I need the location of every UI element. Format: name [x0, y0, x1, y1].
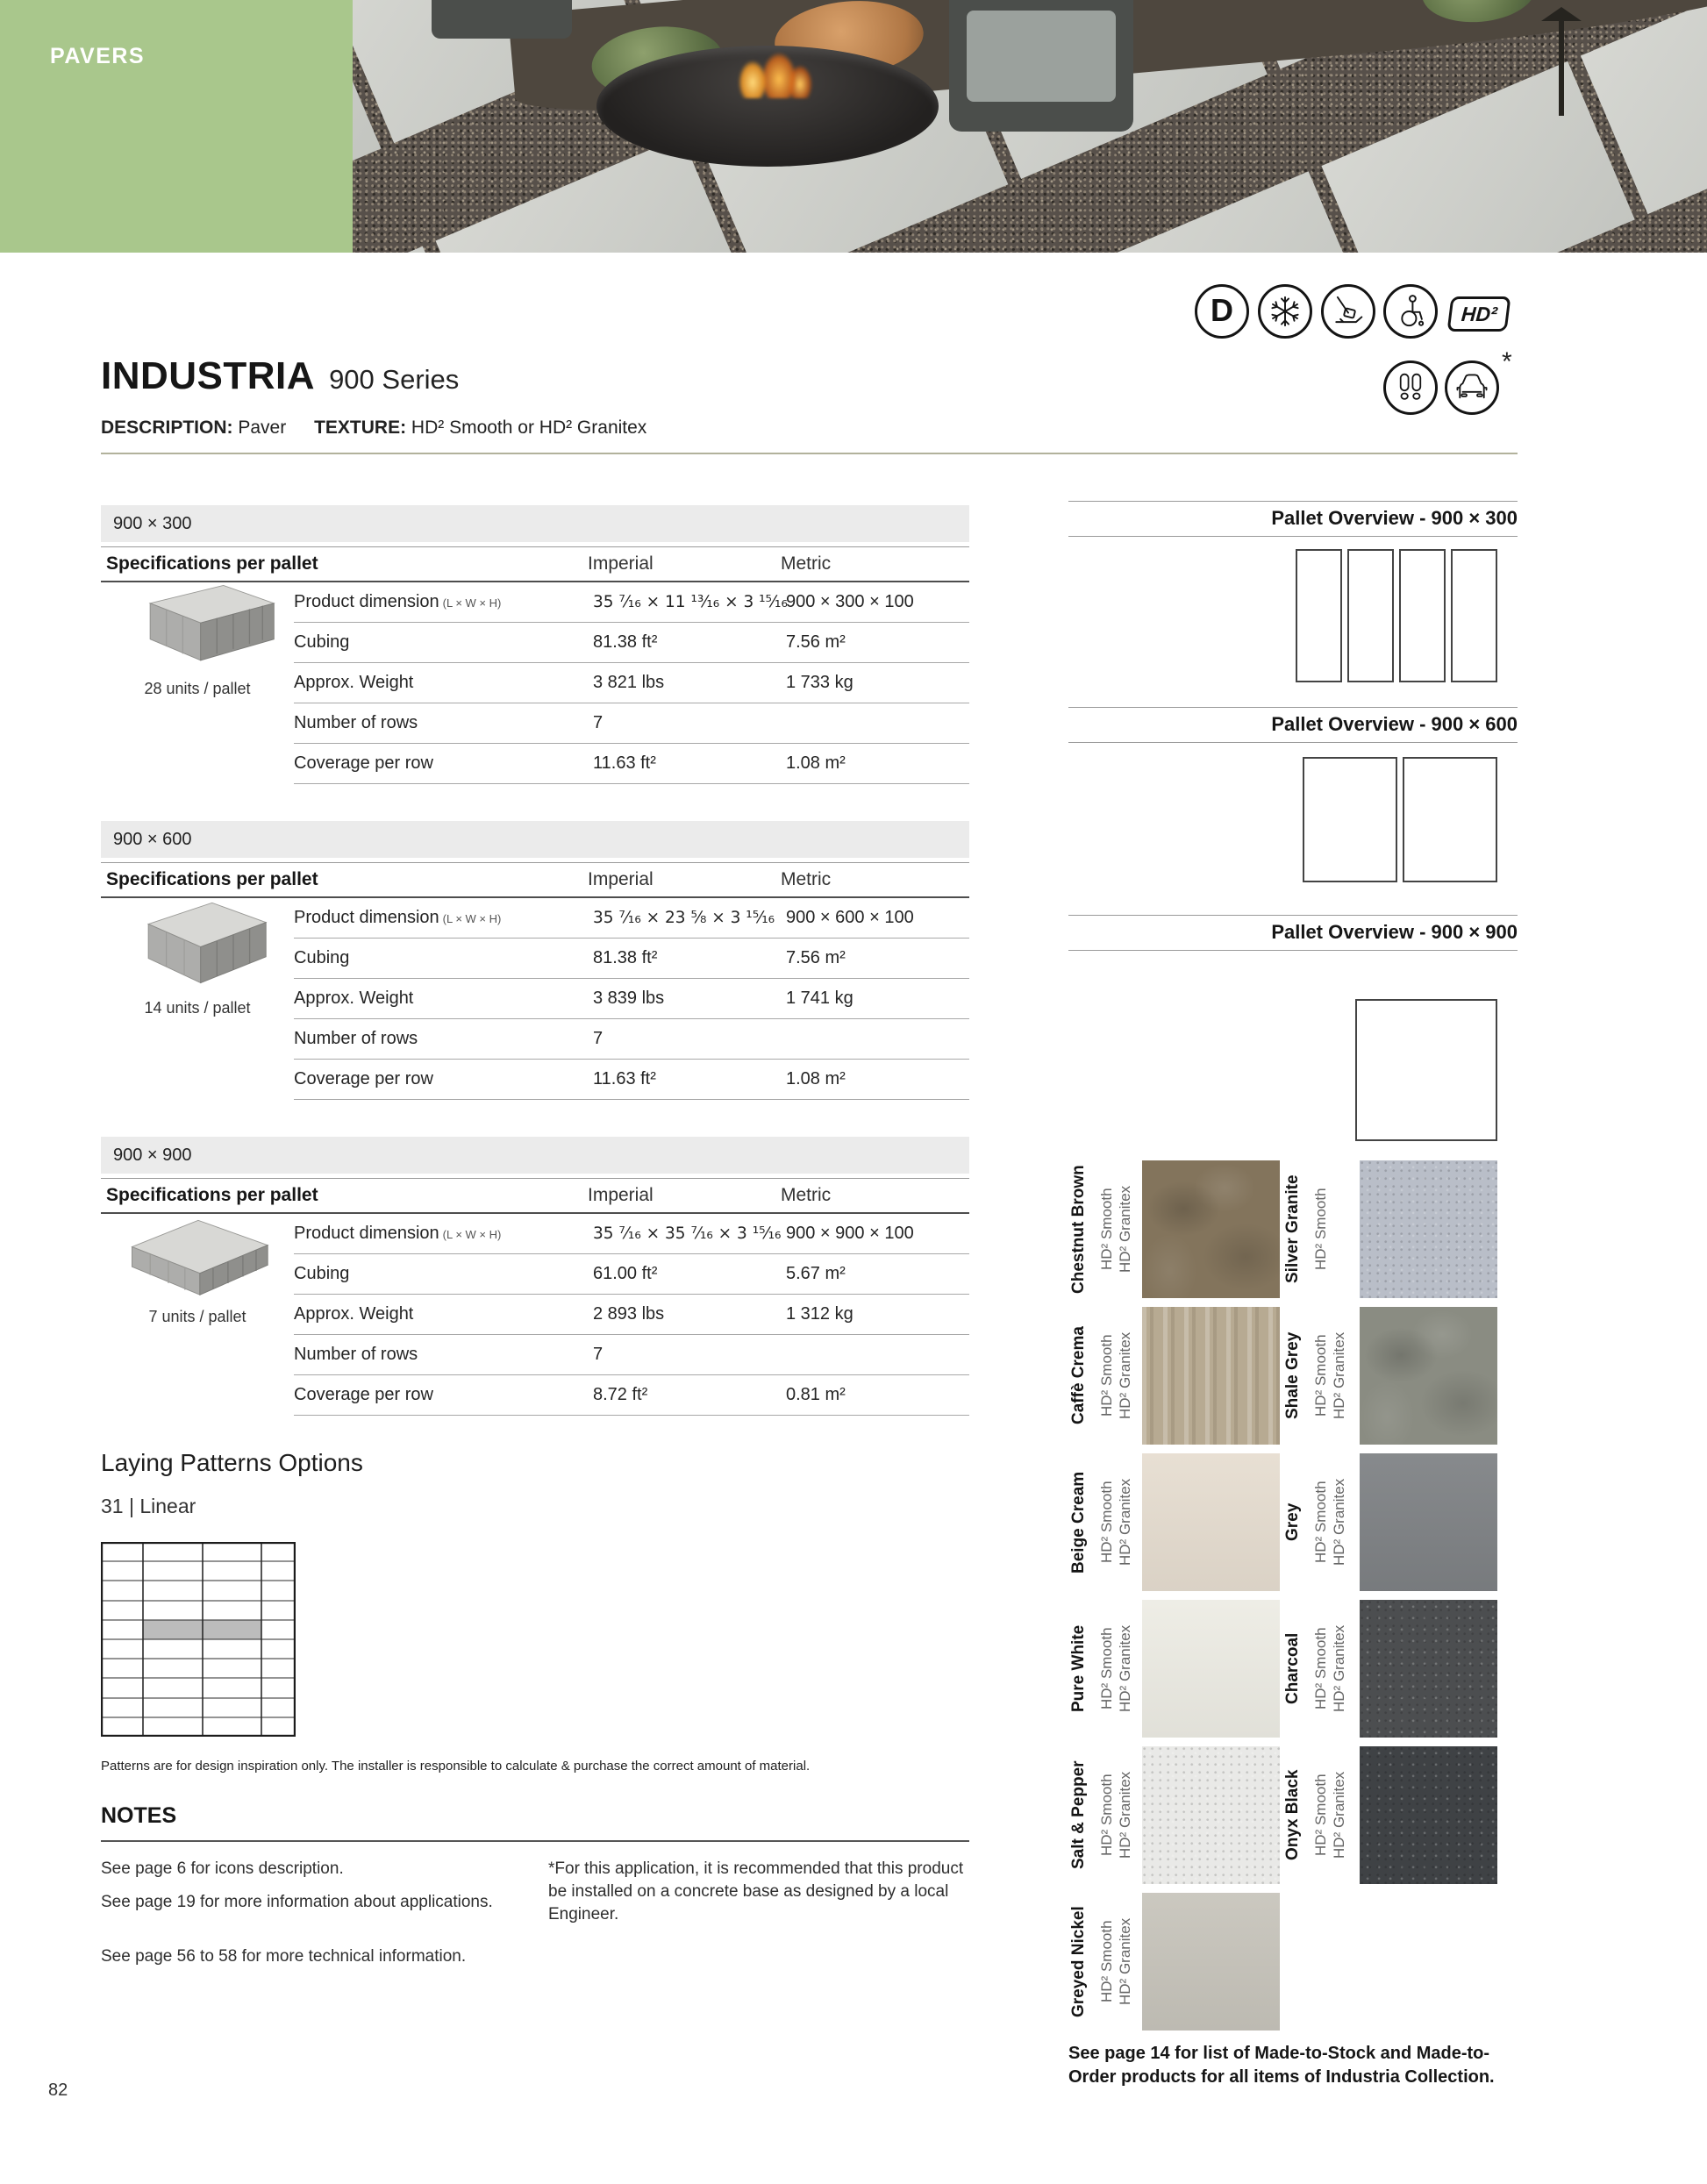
pallet-unit [1355, 999, 1497, 1141]
table-row: Approx. Weight 3 821 lbs 1 733 kg [294, 663, 969, 703]
spec-table-900x300 [101, 505, 969, 784]
note-item: See page 19 for more information about applications. [101, 1893, 493, 1911]
page-title [101, 354, 459, 398]
table-row: Number of rows 7 [294, 1335, 969, 1375]
hd2-badge-icon [1447, 296, 1511, 332]
col-metric: Metric [781, 553, 832, 574]
table-header [101, 1178, 969, 1214]
table-row: Cubing 61.00 ft² 5.67 m² [294, 1254, 969, 1295]
divider-rule [101, 453, 1518, 454]
col-imperial: Imperial [588, 553, 654, 574]
swatch-onyx-black [1360, 1746, 1497, 1884]
product-name: INDUSTRIA [101, 354, 316, 397]
d-circle-icon [1195, 284, 1249, 339]
swatch-label-charcoal: Charcoal HD² Smooth HD² Granitex [1283, 1624, 1347, 1713]
table-row: Cubing 81.38 ft² 7.56 m² [294, 939, 969, 979]
swatch-chestnut-brown [1142, 1160, 1280, 1298]
snowflake-icon [1258, 284, 1312, 339]
table-row: Coverage per row 11.63 ft² 1.08 m² [294, 1060, 969, 1100]
rule [1068, 950, 1518, 951]
notes-title: NOTES [101, 1803, 177, 1828]
swatch-salt-pepper [1142, 1746, 1280, 1884]
spec-table-900x600 [101, 821, 969, 1100]
pallet-unit [1296, 549, 1342, 682]
table-row: Cubing 81.38 ft² 7.56 m² [294, 623, 969, 663]
pallet-unit [1451, 549, 1497, 682]
table-row: Coverage per row 11.63 ft² 1.08 m² [294, 744, 969, 784]
swatch-beige-cream [1142, 1453, 1280, 1591]
linear-pattern-diagram [101, 1542, 296, 1737]
swatch-charcoal [1360, 1600, 1497, 1738]
swatch-label-silver-granite: Silver Granite HD² Smooth [1283, 1174, 1329, 1284]
notes-rule [101, 1840, 969, 1842]
col-imperial: Imperial [588, 1185, 654, 1205]
table-row: Number of rows 7 [294, 1019, 969, 1060]
rule [1068, 536, 1518, 537]
swatch-pure-white [1142, 1600, 1280, 1738]
swatch-shale-grey [1360, 1307, 1497, 1445]
description-label: DESCRIPTION: [101, 418, 233, 438]
swatch-label-shale-grey: Shale Grey HD² Smooth HD² Granitex [1283, 1331, 1347, 1420]
d-letter: D [1211, 291, 1233, 328]
table-row: Approx. Weight 2 893 lbs 1 312 kg [294, 1295, 969, 1335]
table-row: Product dimension (L × W × H) 35 ⁷⁄₁₆ × 35 ⁷⁄₁₆ × 3 ¹⁵⁄₁₆ 900 × 900 × 100 [294, 1214, 969, 1254]
pallet-unit [1403, 757, 1497, 882]
swatch-greyed-nickel [1142, 1893, 1280, 2031]
texture-value: HD² Smooth or HD² Granitex [411, 418, 647, 438]
product-description [101, 418, 669, 439]
laying-patterns-title: Laying Patterns Options [101, 1449, 363, 1476]
swatch-label-grey: Grey HD² Smooth HD² Granitex [1283, 1478, 1347, 1567]
pattern-item-label: 31 | Linear [101, 1495, 196, 1517]
table-row: Coverage per row 8.72 ft² 0.81 m² [294, 1375, 969, 1416]
col-metric: Metric [781, 1185, 832, 1205]
col-imperial: Imperial [588, 869, 654, 889]
swatch-label-caffe-crema: Caffè Crema HD² Smooth HD² Granitex [1069, 1326, 1133, 1425]
pallet-unit [1399, 549, 1446, 682]
pallet-overview-title-900x600: Pallet Overview - 900 × 600 [1271, 713, 1518, 735]
rule [1068, 707, 1518, 708]
car-icon [1445, 360, 1499, 415]
size-label: 900 × 600 [101, 821, 969, 858]
col-spec: Specifications per pallet [106, 553, 318, 574]
texture-label: TEXTURE: [314, 418, 407, 438]
rule [1068, 915, 1518, 916]
spec-table-900x900 [101, 1137, 969, 1416]
product-thumbnail [101, 579, 294, 698]
col-spec: Specifications per pallet [106, 869, 318, 889]
swatch-label-salt-pepper: Salt & Pepper HD² Smooth HD² Granitex [1069, 1760, 1133, 1870]
green-header-block [0, 0, 353, 253]
table-row: Product dimension (L × W × H) 35 ⁷⁄₁₆ × 11 ¹³⁄₁₆ × 3 ¹⁵⁄₁₆ 900 × 300 × 100 [294, 582, 969, 623]
table-rows [294, 582, 969, 784]
path-light-icon [1559, 12, 1564, 116]
swatch-label-greyed-nickel: Greyed Nickel HD² Smooth HD² Granitex [1069, 1906, 1133, 2017]
size-label: 900 × 900 [101, 1137, 969, 1174]
table-header [101, 862, 969, 898]
swatch-label-onyx-black: Onyx Black HD² Smooth HD² Granitex [1283, 1769, 1347, 1861]
table-header [101, 546, 969, 582]
product-thumbnail [101, 895, 294, 1017]
hero-photo [353, 0, 1707, 253]
table-row: Approx. Weight 3 839 lbs 1 741 kg [294, 979, 969, 1019]
pallet-overview-title-900x900: Pallet Overview - 900 × 900 [1271, 921, 1518, 943]
units-per-pallet: 7 units / pallet [148, 1308, 246, 1325]
units-per-pallet: 14 units / pallet [144, 999, 251, 1017]
units-per-pallet: 28 units / pallet [144, 680, 251, 697]
asterisk-note-marker: * [1502, 347, 1512, 376]
col-spec: Specifications per pallet [106, 1185, 318, 1205]
swatch-grey [1360, 1453, 1497, 1591]
note-item: See page 56 to 58 for more technical information. [101, 1947, 467, 1966]
plate-compactor-icon [1321, 284, 1375, 339]
footprints-icon [1383, 360, 1438, 415]
note-asterisk: *For this application, it is recommended that this product be installed on a concrete base as designed by a local Engineer. [548, 1859, 964, 1923]
swatch-label-pure-white: Pure White HD² Smooth HD² Granitex [1069, 1624, 1133, 1713]
swatch-label-beige-cream: Beige Cream HD² Smooth HD² Granitex [1069, 1471, 1133, 1574]
description-value: Paver [238, 418, 287, 438]
product-thumbnail [101, 1210, 294, 1326]
table-row: Number of rows 7 [294, 703, 969, 744]
table-rows [294, 898, 969, 1100]
swatch-label-chestnut-brown: Chestnut Brown HD² Smooth HD² Granitex [1069, 1165, 1133, 1294]
fire-flames [721, 35, 826, 98]
footer-note: See page 14 for list of Made-to-Stock and Made-to-Order products for all items of Industria Collection. [1068, 2044, 1495, 2087]
note-item: See page 6 for icons description. [101, 1859, 344, 1878]
page-number: 82 [48, 2081, 68, 2100]
rule [1068, 501, 1518, 502]
wheelchair-icon [1383, 284, 1438, 339]
patterns-footnote: Patterns are for design inspiration only. The installer is responsible to calculate & purchase the correct amount of material. [101, 1759, 811, 1774]
swatch-silver-granite [1360, 1160, 1497, 1298]
table-row: Product dimension (L × W × H) 35 ⁷⁄₁₆ × 23 ⁵⁄₈ × 3 ¹⁵⁄₁₆ 900 × 600 × 100 [294, 898, 969, 939]
size-label: 900 × 300 [101, 505, 969, 542]
chair-cushion [967, 11, 1116, 102]
product-series: 900 Series [329, 364, 460, 395]
hd2-label: HD² [1460, 302, 1498, 325]
section-label: PAVERS [50, 44, 146, 68]
pallet-unit [1303, 757, 1397, 882]
table-rows [294, 1214, 969, 1416]
pallet-unit [1347, 549, 1394, 682]
patio-chair-2 [432, 0, 572, 39]
col-metric: Metric [781, 869, 832, 889]
rule [1068, 742, 1518, 743]
swatch-caffe-crema [1142, 1307, 1280, 1445]
pallet-overview-title-900x300: Pallet Overview - 900 × 300 [1271, 507, 1518, 529]
